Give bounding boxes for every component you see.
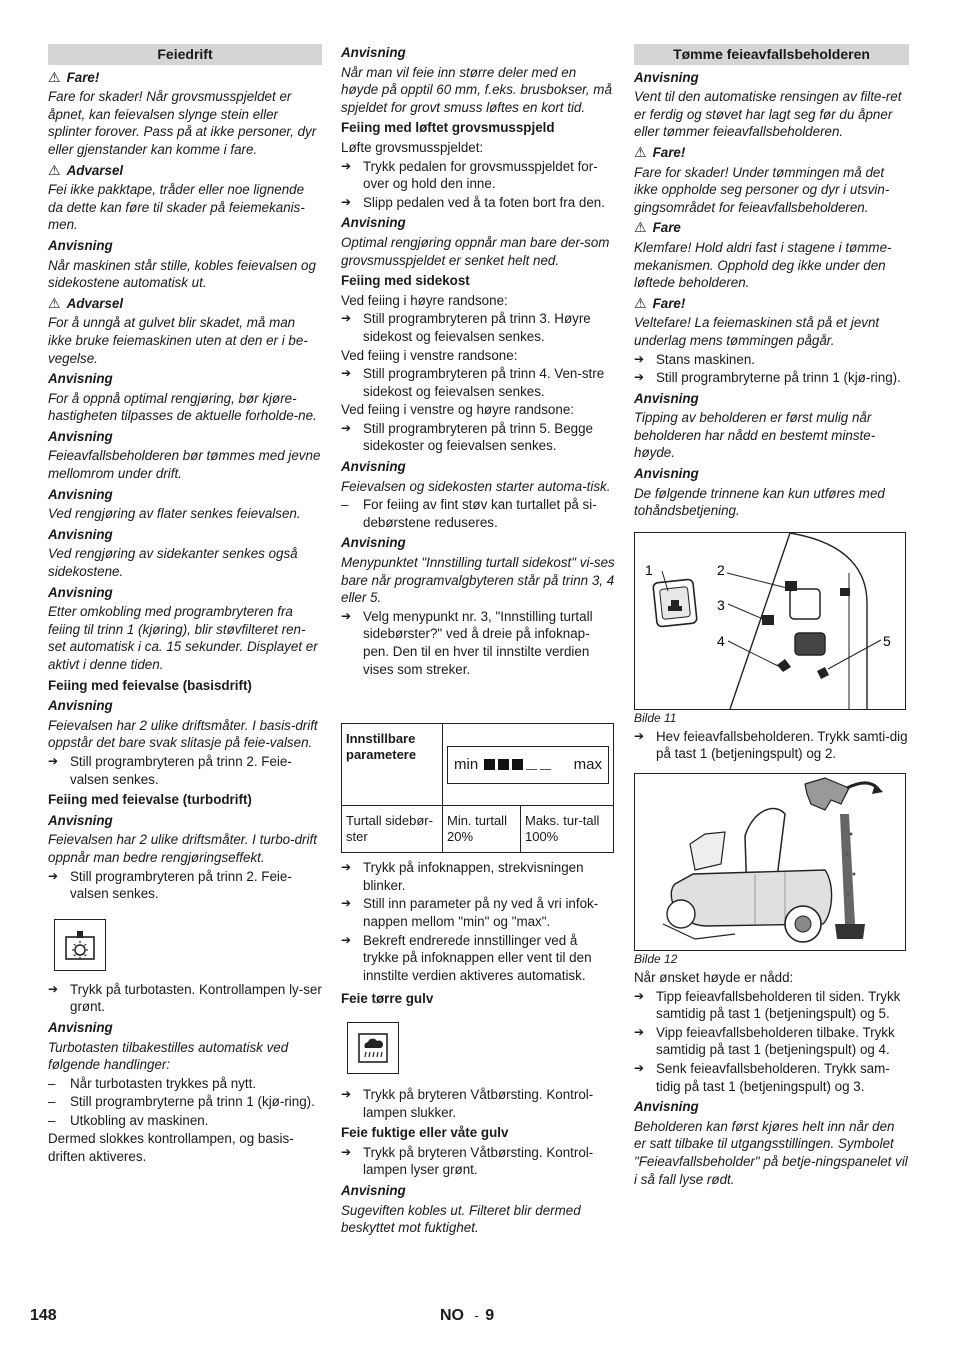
step-item: ➔ Trykk pedalen for grovsmusspjeldet for-over og hold den inne. <box>341 158 598 192</box>
note-text: Ved rengjøring av flater senkes feievalsen. <box>48 506 301 522</box>
table-cell: Min. turtall 20% <box>443 806 521 853</box>
step-item: ➔ Slipp pedalen ved å ta foten bort fra den. <box>341 194 605 210</box>
note-text: Tipping av beholderen er først mulig når beholderen har nådd en bestemt minste-høyde. <box>634 410 876 461</box>
step-item: ➔ Trykk på bryteren Våtbørsting. Kontrol-lampen slukker. <box>341 1086 594 1120</box>
figure-caption: Bilde 11 <box>634 710 677 725</box>
arrow-icon: ➔ <box>341 1086 352 1101</box>
list-item: – For feiing av fint støv kan turtallet på si-debørstene reduseres. <box>341 497 597 530</box>
arrow-icon: ➔ <box>634 351 645 366</box>
note-text: Feievalsen og sidekosten starter automa-tisk. <box>341 478 611 494</box>
column-left <box>48 44 322 1167</box>
subheading-basis: Feiing med feievalse (basisdrift) <box>48 677 252 693</box>
step-item: ➔ Velg menypunkt nr. 3, "Innstilling turtall sidebørster?" ved å dreie på infoknap-pen. Den til en hver til innstilte verdien vises som streker. <box>341 608 593 677</box>
note-label: Anvisning <box>341 535 406 551</box>
note-label: Anvisning <box>634 1099 699 1115</box>
note-label: Anvisning <box>48 812 113 828</box>
caution-label: ⚠ Advarsel <box>48 161 124 178</box>
note-label: Anvisning <box>48 584 113 600</box>
note-label: Anvisning <box>634 69 699 85</box>
warning-icon: ⚠ <box>634 219 647 236</box>
step-item: ➔ Trykk på infoknappen, strekvisningen blinker. <box>341 860 584 893</box>
step-item: ➔ Still programbryteren på trinn 2. Feie-valsen senkes. <box>48 753 292 787</box>
figure-sweeper-dump <box>634 773 906 951</box>
note-label: Anvisning <box>634 390 699 406</box>
note-label: Anvisning <box>48 1019 113 1035</box>
step-item: ➔ Still programbryteren på trinn 3. Høyre sidekost og feievalsen senkes. <box>341 311 591 344</box>
step-item: ➔ Still inn parameter på ny ved å vri infok-nappen mellom "min" og "max". <box>341 896 599 929</box>
min-label: min <box>454 755 479 773</box>
subheading-grovsmusspjeld: Feiing med løftet grovsmusspjeld <box>341 120 555 136</box>
arrow-icon: ➔ <box>634 1024 645 1039</box>
warning-label: ⚠ Fare <box>634 219 681 236</box>
note-text: Turbotasten tilbakestilles automatisk ved følgende handlinger: <box>48 1039 289 1073</box>
paragraph: Løfte grovsmusspjeldet: <box>341 139 484 155</box>
page-number: 148 <box>30 1307 57 1324</box>
callout-2: 2 <box>717 561 725 578</box>
speed-bar-display <box>447 746 609 784</box>
section-title-tomme: Tømme feieavfallsbeholderen <box>634 44 909 65</box>
caution-label: ⚠ Advarsel <box>48 294 124 311</box>
paragraph: Ved feiing i venstre randsone: <box>341 347 518 363</box>
callout-4: 4 <box>717 632 725 649</box>
arrow-icon: ➔ <box>634 988 645 1003</box>
callout-1: 1 <box>645 561 653 578</box>
note-text: Optimal rengjøring oppnår man bare der-som grovsmusspjeldet er senket helt ned. <box>341 234 610 268</box>
note-text: For å oppnå optimal rengjøring, bør kjøre-hastigheten tilpasses de aktuelle forholde-ne. <box>48 390 317 424</box>
step-item: ➔ Vipp feieavfallsbeholderen tilbake. Trykk samtidig på tast 1 (betjeningspult) og 4. <box>634 1024 895 1058</box>
sweeper-illustration <box>635 774 905 950</box>
list-item: – Still programbryterne på trinn 1 (kjø-ring). <box>48 1094 315 1110</box>
callout-5: 5 <box>883 632 891 649</box>
list-item: – Utkobling av maskinen. <box>48 1112 209 1128</box>
wet-brush-button-icon <box>347 1022 399 1074</box>
warning-icon: ⚠ <box>634 143 647 160</box>
note-label: Anvisning <box>48 526 113 542</box>
step-item: ➔ Senk feieavfallsbeholderen. Trykk sam-tidig på tast 1 (betjeningspult) og 3. <box>634 1061 890 1094</box>
arrow-icon: ➔ <box>341 932 352 947</box>
language-code: NO <box>440 1307 464 1324</box>
warning-text: Fare for skader! Under tømmingen må det ikke oppholde seg personer og dyr i utsvin-gingsområdet for feieavfallsbeholderen. <box>634 164 890 215</box>
footer-lang-page <box>440 1307 494 1325</box>
section-page-number: 9 <box>485 1307 495 1324</box>
arrow-icon: ➔ <box>341 158 352 173</box>
caution-text: Fei ikke pakktape, tråder eller noe lignende da dette kan føre til skader på feiemekanis-men. <box>48 182 305 233</box>
arrow-icon: ➔ <box>341 1144 352 1159</box>
table-cell: Maks. tur-tall 100% <box>520 806 613 853</box>
note-label: Anvisning <box>48 428 113 444</box>
column-middle <box>341 44 615 1238</box>
step-item: ➔ Tipp feieavfallsbeholderen til siden. Trykk samtidig på tast 1 (betjeningspult) og 5. <box>634 988 901 1022</box>
paragraph: Ved feiing i høyre randsone: <box>341 292 508 308</box>
note-label: Anvisning <box>48 698 113 714</box>
arrow-icon: ➔ <box>48 868 59 883</box>
note-text: Feievalsen har 2 ulike driftsmåter. I basis-drift oppstår det bare svak slitasje på feie-valsen. <box>48 717 318 751</box>
arrow-icon: ➔ <box>341 608 352 623</box>
note-label: Anvisning <box>634 466 699 482</box>
warning-label: ⚠ Fare! <box>634 294 686 311</box>
arrow-icon: ➔ <box>341 366 352 381</box>
subheading-dry-floor: Feie tørre gulv <box>341 991 434 1007</box>
caution-text: For å unngå at gulvet blir skadet, må man ikke bruke feiemaskinen uten at den er i be-vegelse. <box>48 315 308 366</box>
step-item: ➔ Trykk på turbotasten. Kontrollampen ly-ser grønt. <box>48 981 322 1015</box>
note-label: Anvisning <box>341 45 406 60</box>
step-item: ➔ Stans maskinen. <box>634 351 755 367</box>
note-text: Etter omkobling med programbryteren fra feiing til trinn 1 (kjøring), blir støvfilteret ren-set automatisk i ca. 15 sekunder. Displayet er aktivt i denne tiden. <box>48 604 318 672</box>
paragraph: Dermed slokkes kontrollampen, og basis-driften aktiveres. <box>48 1131 294 1165</box>
note-text: Beholderen kan først kjøres helt inn når den er satt tilbake til utgangsstillingen. Symbolet "Feieavfallsbeholder" på betje-ningspanelet vil i så fall lyse rødt. <box>634 1118 908 1187</box>
arrow-icon: ➔ <box>341 896 352 911</box>
subheading-wet-floor: Feie fuktige eller våte gulv <box>341 1125 509 1141</box>
warning-text: Fare for skader! Når grovsmusspjeldet er åpnet, kan feievalsen slynge stein eller splinter forover. Pass på at ikke personer, dyr eller gjenstander kan komme i fare. <box>48 89 317 157</box>
column-right <box>634 44 909 1189</box>
arrow-icon: ➔ <box>341 860 352 875</box>
arrow-icon: ➔ <box>48 753 59 768</box>
warning-icon: ⚠ <box>634 294 647 311</box>
figure-caption: Bilde 12 <box>634 952 678 967</box>
arrow-icon: ➔ <box>634 1061 645 1075</box>
note-text: Ved rengjøring av sidekanter senkes også sidekostene. <box>48 546 298 580</box>
table-header: Innstillbare parametere <box>342 724 443 806</box>
section-title-feiedrift: Feiedrift <box>48 44 322 65</box>
note-label: Anvisning <box>48 371 113 387</box>
table-cell: Turtall sidebør-ster <box>342 806 443 853</box>
warning-icon: ⚠ <box>48 68 61 85</box>
arrow-icon: ➔ <box>48 981 59 996</box>
step-item: ➔ Still programbryteren på trinn 4. Ven-stre sidekost og feievalsen senkes. <box>341 366 605 399</box>
note-text: Vent til den automatiske rensingen av filte-ret er ferdig og støvet har lagt seg før du åpner eller tømmer feieavfallsbeholderen. <box>634 89 902 140</box>
bar-segments <box>484 759 551 770</box>
paragraph: Ved feiing i venstre og høyre randsone: <box>341 402 574 418</box>
warning-text: Veltefare! La feiemaskinen stå på et jevnt underlag mens tømmingen pågår. <box>634 315 880 348</box>
control-panel-illustration <box>635 533 905 709</box>
turbo-icon <box>64 929 96 961</box>
note-label: Anvisning <box>48 486 113 502</box>
figure-control-panel <box>634 532 906 710</box>
warning-label: ⚠ Fare! <box>634 143 686 160</box>
list-item: – Når turbotasten trykkes på nytt. <box>48 1075 257 1091</box>
note-label: Anvisning <box>48 237 113 253</box>
step-item: ➔ Still programbryterne på trinn 1 (kjø-ring). <box>634 370 901 386</box>
step-item: ➔ Hev feieavfallsbeholderen. Trykk samti-dig på tast 1 (betjeningspult) og 2. <box>634 728 908 762</box>
warning-icon: ⚠ <box>48 161 61 178</box>
note-text: Sugeviften kobles ut. Filteret blir dermed beskyttet mot fuktighet. <box>341 1202 581 1236</box>
warning-label: ⚠ Fare! <box>48 68 100 85</box>
step-item: ➔ Trykk på bryteren Våtbørsting. Kontrol-lampen lyser grønt. <box>341 1144 594 1178</box>
turbo-button-icon <box>54 919 106 971</box>
note-label: Anvisning <box>341 1182 406 1198</box>
step-item: ➔ Bekreft endrerede innstillinger ved å trykke på infoknappen eller vent til den innstilte verdien aktiveres automatisk. <box>341 932 592 983</box>
subheading-sidekost: Feiing med sidekost <box>341 273 470 289</box>
subheading-turbo: Feiing med feievalse (turbodrift) <box>48 792 252 808</box>
note-label: Anvisning <box>341 459 406 475</box>
arrow-icon: ➔ <box>634 728 645 743</box>
callout-3: 3 <box>717 596 725 613</box>
paragraph: Når ønsket høyde er nådd: <box>634 970 794 986</box>
arrow-icon: ➔ <box>341 194 352 209</box>
parameter-table <box>341 723 614 853</box>
step-item: ➔ Still programbryteren på trinn 5. Begge sidekoster og feievalsen senkes. <box>341 420 593 454</box>
rain-cloud-icon <box>357 1032 389 1064</box>
arrow-icon: ➔ <box>341 420 352 435</box>
arrow-icon: ➔ <box>341 311 352 326</box>
note-text: De følgende trinnene kan kun utføres med tohåndsbetjening. <box>634 485 885 519</box>
arrow-icon: ➔ <box>634 370 645 385</box>
step-item: ➔ Still programbryteren på trinn 2. Feie-valsen senkes. <box>48 868 292 902</box>
note-text: Feieavfallsbeholderen bør tømmes med jevne mellomrom under drift. <box>48 448 321 482</box>
footer-separator: - <box>474 1308 479 1323</box>
warning-icon: ⚠ <box>48 294 61 311</box>
warning-text: Klemfare! Hold aldri fast i stagene i tømme-mekanismen. Opphold deg ikke under den løftede beholderen. <box>634 239 892 291</box>
note-text: Når man vil feie inn større deler med en høyde på opptil 60 mm, f.eks. brusbokser, må spjeldet for grovt smuss løftes en kort tid. <box>341 64 612 115</box>
max-label: max <box>573 755 602 773</box>
note-label: Anvisning <box>341 215 406 231</box>
note-text: Når maskinen står stille, kobles feievalsen og sidekostene automatisk ut. <box>48 257 316 291</box>
note-text: Menypunktet "Innstilling turtall sidekost" vi-ses bare når programvalgbyteren står på trinn 3, 4 eller 5. <box>341 555 615 606</box>
note-text: Feievalsen har 2 ulike driftsmåter. I turbo-drift oppnår man bedre rengjøringseffekt. <box>48 832 317 865</box>
